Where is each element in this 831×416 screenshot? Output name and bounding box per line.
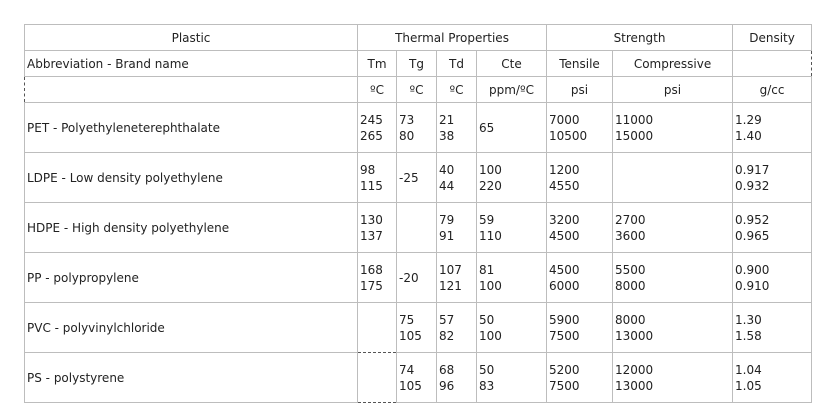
cte-cell xyxy=(477,303,547,353)
td-value: 79 xyxy=(439,212,455,227)
td-cell xyxy=(437,153,477,203)
compressive-cell xyxy=(613,153,733,203)
density-cell xyxy=(733,103,812,153)
tg-unit: ºC xyxy=(397,77,437,103)
tm-header: Tm xyxy=(358,51,397,77)
tm-cell xyxy=(358,253,397,303)
tm-value: 265 xyxy=(360,128,383,143)
tensile-cell xyxy=(547,153,613,203)
compressive-value: 13000 xyxy=(615,378,654,393)
compressive-value: 12000 xyxy=(615,362,654,377)
td-value: 96 xyxy=(439,378,455,393)
density-cell xyxy=(733,203,812,253)
plastic-name-cell: PS - polystyrene xyxy=(25,353,358,403)
tensile-value: 5900 xyxy=(549,312,580,327)
compressive-value: 8000 xyxy=(615,312,646,327)
thermal-properties-header: Thermal Properties xyxy=(358,25,547,51)
tm-value: 98 xyxy=(360,162,376,177)
tg-value: 74 xyxy=(399,362,415,377)
compressive-value: 2700 xyxy=(615,212,646,227)
compressive-value: 8000 xyxy=(615,278,646,293)
cte-value: 110 xyxy=(479,228,502,243)
units-row xyxy=(25,77,812,103)
density-cell xyxy=(733,153,812,203)
tg-cell xyxy=(397,103,437,153)
compressive-value: 11000 xyxy=(615,112,654,127)
compressive-cell xyxy=(613,203,733,253)
td-cell xyxy=(437,103,477,153)
td-value: 82 xyxy=(439,328,455,343)
tm-value: 245 xyxy=(360,112,383,127)
column-header-row xyxy=(25,51,812,77)
tm-value: 175 xyxy=(360,278,383,293)
table-row xyxy=(25,353,812,403)
tensile-cell xyxy=(547,353,613,403)
tm-value: 130 xyxy=(360,212,383,227)
tm-value: 115 xyxy=(360,178,383,193)
tensile-cell xyxy=(547,203,613,253)
cte-header: Cte xyxy=(477,51,547,77)
density-cell xyxy=(733,353,812,403)
td-value: 21 xyxy=(439,112,455,127)
tg-cell xyxy=(397,353,437,403)
group-header-row xyxy=(25,25,812,51)
density-value: 0.917 xyxy=(735,162,770,177)
plastic-name-cell: PVC - polyvinylchloride xyxy=(25,303,358,353)
density-value: 1.05 xyxy=(735,378,762,393)
tensile-value: 7500 xyxy=(549,328,580,343)
tm-cell xyxy=(358,203,397,253)
compressive-cell xyxy=(613,103,733,153)
cte-cell xyxy=(477,203,547,253)
compressive-value: 13000 xyxy=(615,328,654,343)
cte-value: 59 xyxy=(479,212,495,227)
tg-value: 73 xyxy=(399,112,415,127)
tg-value: 75 xyxy=(399,312,415,327)
td-value: 38 xyxy=(439,128,455,143)
cte-unit: ppm/ºC xyxy=(477,77,547,103)
tensile-cell xyxy=(547,103,613,153)
tensile-cell xyxy=(547,303,613,353)
tensile-value: 1200 xyxy=(549,162,580,177)
cte-value: 220 xyxy=(479,178,502,193)
tg-value: 80 xyxy=(399,128,415,143)
tm-cell xyxy=(358,303,397,353)
table-row xyxy=(25,103,812,153)
td-header: Td xyxy=(437,51,477,77)
tg-value: 105 xyxy=(399,328,422,343)
td-unit: ºC xyxy=(437,77,477,103)
cte-value: 65 xyxy=(479,120,495,135)
density-value: 0.952 xyxy=(735,212,770,227)
tm-value: 137 xyxy=(360,228,383,243)
td-cell xyxy=(437,353,477,403)
td-value: 107 xyxy=(439,262,462,277)
compressive-value: 5500 xyxy=(615,262,646,277)
plastics-properties-table xyxy=(24,24,812,403)
tm-value: 168 xyxy=(360,262,383,277)
density-cell xyxy=(733,253,812,303)
empty-header-cell xyxy=(733,51,812,77)
td-cell xyxy=(437,253,477,303)
cte-value: 100 xyxy=(479,278,502,293)
tensile-value: 10500 xyxy=(549,128,588,143)
td-value: 40 xyxy=(439,162,455,177)
tm-cell xyxy=(358,353,397,403)
td-value: 121 xyxy=(439,278,462,293)
density-header: Density xyxy=(733,25,812,51)
empty-units-cell xyxy=(25,77,358,103)
density-cell xyxy=(733,303,812,353)
tensile-value: 6000 xyxy=(549,278,580,293)
compressive-cell xyxy=(613,303,733,353)
cte-cell xyxy=(477,353,547,403)
cte-cell xyxy=(477,103,547,153)
plastic-name-cell: PET - Polyethyleneterephthalate xyxy=(25,103,358,153)
tensile-value: 4500 xyxy=(549,228,580,243)
tm-cell xyxy=(358,153,397,203)
cte-value: 100 xyxy=(479,162,502,177)
tensile-value: 4500 xyxy=(549,262,580,277)
tensile-value: 3200 xyxy=(549,212,580,227)
tensile-value: 7500 xyxy=(549,378,580,393)
plastic-name-cell: PP - polypropylene xyxy=(25,253,358,303)
tg-value: -20 xyxy=(399,270,419,285)
td-value: 57 xyxy=(439,312,455,327)
compressive-unit: psi xyxy=(613,77,733,103)
tg-cell xyxy=(397,153,437,203)
tg-cell xyxy=(397,203,437,253)
td-value: 44 xyxy=(439,178,455,193)
cte-value: 50 xyxy=(479,362,495,377)
tg-value: 105 xyxy=(399,378,422,393)
compressive-header: Compressive xyxy=(613,51,733,77)
plastic-name-cell: HDPE - High density polyethylene xyxy=(25,203,358,253)
cte-value: 83 xyxy=(479,378,495,393)
table-row xyxy=(25,203,812,253)
tensile-value: 4550 xyxy=(549,178,580,193)
cte-value: 100 xyxy=(479,328,502,343)
density-value: 1.30 xyxy=(735,312,762,327)
density-value: 0.932 xyxy=(735,178,770,193)
tensile-value: 7000 xyxy=(549,112,580,127)
tg-cell xyxy=(397,303,437,353)
compressive-value: 15000 xyxy=(615,128,654,143)
table-row xyxy=(25,153,812,203)
td-cell xyxy=(437,303,477,353)
tm-unit: ºC xyxy=(358,77,397,103)
density-value: 1.04 xyxy=(735,362,762,377)
tg-value: -25 xyxy=(399,170,419,185)
cte-cell xyxy=(477,153,547,203)
tensile-header: Tensile xyxy=(547,51,613,77)
td-cell xyxy=(437,203,477,253)
density-value: 0.900 xyxy=(735,262,770,277)
tg-header: Tg xyxy=(397,51,437,77)
density-value: 1.58 xyxy=(735,328,762,343)
cte-value: 50 xyxy=(479,312,495,327)
density-value: 0.910 xyxy=(735,278,770,293)
cte-value: 81 xyxy=(479,262,495,277)
tg-cell xyxy=(397,253,437,303)
td-value: 68 xyxy=(439,362,455,377)
density-value: 1.40 xyxy=(735,128,762,143)
cte-cell xyxy=(477,253,547,303)
density-unit: g/cc xyxy=(733,77,812,103)
tensile-value: 5200 xyxy=(549,362,580,377)
compressive-value: 3600 xyxy=(615,228,646,243)
plastic-name-cell: LDPE - Low density polyethylene xyxy=(25,153,358,203)
density-value: 0.965 xyxy=(735,228,770,243)
table-row xyxy=(25,303,812,353)
density-value: 1.29 xyxy=(735,112,762,127)
compressive-cell xyxy=(613,253,733,303)
tensile-cell xyxy=(547,253,613,303)
abbreviation-brand-header: Abbreviation - Brand name xyxy=(25,51,358,77)
table-row xyxy=(25,253,812,303)
plastic-header: Plastic xyxy=(25,25,358,51)
tm-cell xyxy=(358,103,397,153)
compressive-cell xyxy=(613,353,733,403)
td-value: 91 xyxy=(439,228,455,243)
tensile-unit: psi xyxy=(547,77,613,103)
strength-header: Strength xyxy=(547,25,733,51)
